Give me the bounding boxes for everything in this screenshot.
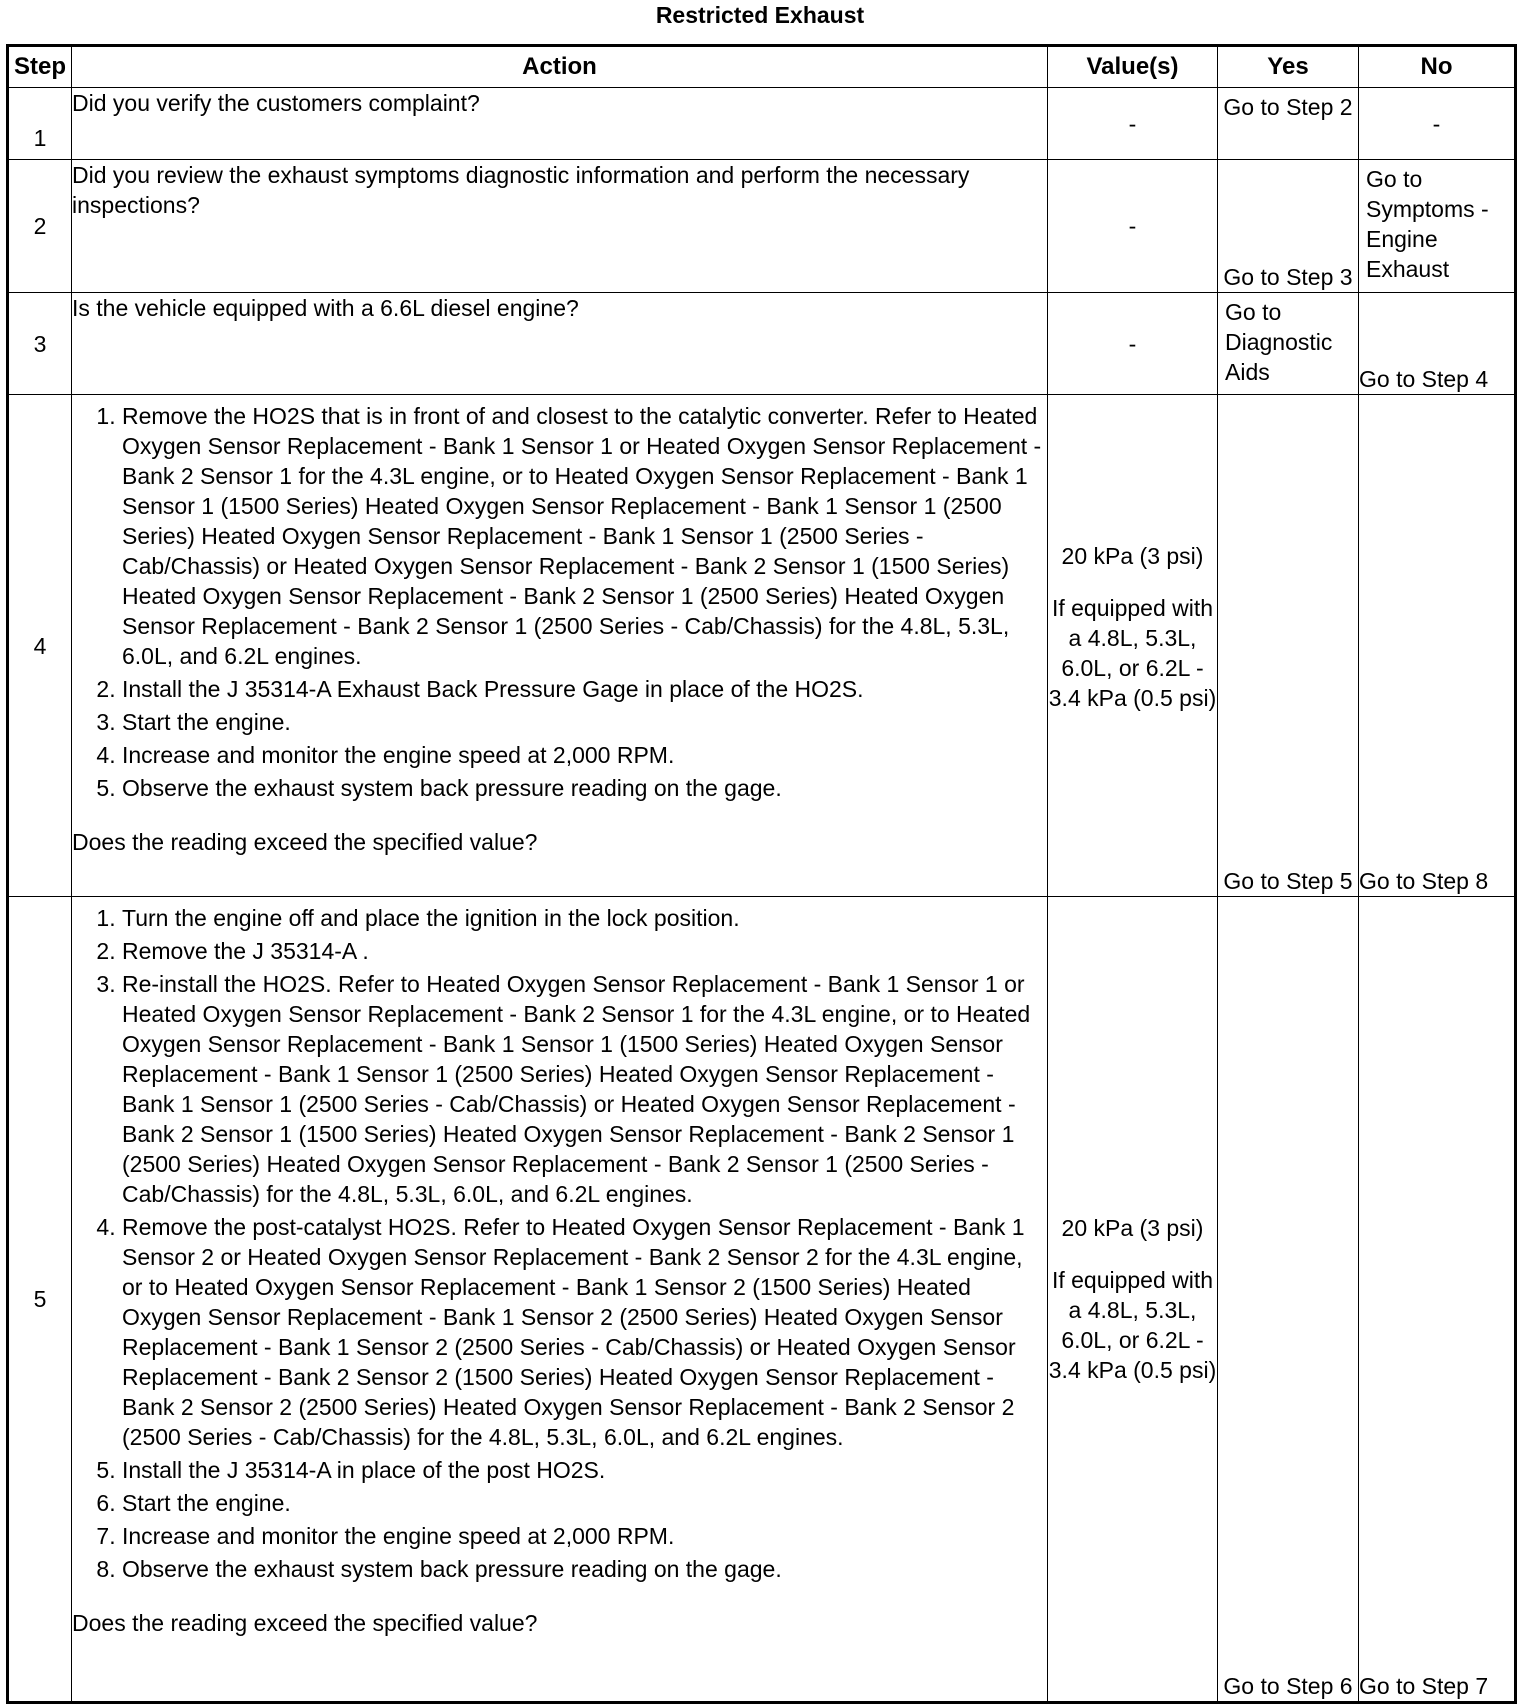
value-cell — [1048, 395, 1218, 897]
no-link: - — [1359, 88, 1516, 160]
value-cell: - — [1048, 88, 1218, 160]
no-link[interactable]: Go to Symptoms - Engine Exhaust — [1359, 160, 1516, 293]
list-item: 4. Increase and monitor the engine speed at 2,000 RPM. — [122, 740, 1047, 770]
table-row — [8, 293, 1516, 395]
step-number: 2 — [8, 160, 72, 293]
list-item: 5. Install the J 35314-A in place of the post HO2S. — [122, 1455, 1047, 1485]
header-yes: Yes — [1218, 46, 1359, 88]
table-row — [8, 88, 1516, 160]
header-action: Action — [72, 46, 1048, 88]
value-cell: - — [1048, 160, 1218, 293]
value-sub: If equipped with a 4.8L, 5.3L, 6.0L, or 6.2L - 3.4 kPa (0.5 psi) — [1048, 595, 1217, 711]
list-item: 4. Remove the post-catalyst HO2S. Refer to Heated Oxygen Sensor Replacement - Bank 1 Sensor 2 or Heated Oxygen Sensor Replacement - Bank 2 Sensor 2 for the 4.3L engine, or to Heated Oxygen Sensor Replacement - Bank 1 Sensor 2 (1500 Series) Heated Oxygen Sensor Replacement - Bank 1 Sensor 2 (2500 Series) Heated Oxygen Sensor Replacement - Bank 1 Sensor 2 (2500 Series - Cab/Chassis) or Heated Oxygen Sensor Replacement - Bank 2 Sensor 2 (1500 Series) Heated Oxygen Sensor Replacement - Bank 2 Sensor 2 (2500 Series) Heated Oxygen Sensor Replacement - Bank 2 Sensor 2 (2500 Series - Cab/Chassis) for the 4.8L, 5.3L, 6.0L, and 6.2L engines. — [122, 1212, 1047, 1452]
value-main: 20 kPa (3 psi) — [1061, 543, 1204, 569]
header-step: Step — [8, 46, 72, 88]
value-main: 20 kPa (3 psi) — [1061, 1215, 1204, 1241]
list-item: 2. Install the J 35314-A Exhaust Back Pressure Gage in place of the HO2S. — [122, 674, 1047, 704]
list-item: 1. Remove the HO2S that is in front of and closest to the catalytic converter. Refer to Heated Oxygen Sensor Replacement - Bank 1 Sensor 1 or Heated Oxygen Sensor Replacement - Bank 2 Sensor 1 for the 4.3L engine, or to Heated Oxygen Sensor Replacement - Bank 1 Sensor 1 (1500 Series) Heated Oxygen Sensor Replacement - Bank 1 Sensor 1 (2500 Series) Heated Oxygen Sensor Replacement - Bank 1 Sensor 1 (2500 Series - Cab/Chassis) or Heated Oxygen Sensor Replacement - Bank 2 Sensor 1 (1500 Series) Heated Oxygen Sensor Replacement - Bank 2 Sensor 1 (2500 Series) Heated Oxygen Sensor Replacement - Bank 2 Sensor 1 (2500 Series - Cab/Chassis) for the 4.8L, 5.3L, 6.0L, and 6.2L engines. — [122, 401, 1047, 671]
list-item: 2. Remove the J 35314-A . — [122, 936, 1047, 966]
action-steps — [72, 897, 1048, 1703]
procedure-list — [72, 401, 1047, 803]
yes-link[interactable]: Go to Step 3 — [1218, 160, 1359, 293]
yes-link[interactable]: Go to Step 5 — [1218, 395, 1359, 897]
value-cell — [1048, 897, 1218, 1703]
action-text: Is the vehicle equipped with a 6.6L diesel engine? — [72, 293, 1048, 395]
question-text: Does the reading exceed the specified value? — [72, 1610, 538, 1636]
no-link[interactable]: Go to Step 4 — [1359, 293, 1516, 395]
yes-link[interactable]: Go to Step 2 — [1218, 88, 1359, 160]
yes-link[interactable]: Go to Diagnostic Aids — [1218, 293, 1359, 395]
action-text: Did you verify the customers complaint? — [72, 88, 1048, 160]
header-no: No — [1359, 46, 1516, 88]
step-number: 1 — [8, 88, 72, 160]
step-number: 4 — [8, 395, 72, 897]
diagnostic-table — [6, 44, 1517, 1704]
list-item: 7. Increase and monitor the engine speed at 2,000 RPM. — [122, 1521, 1047, 1551]
no-link[interactable]: Go to Step 7 — [1359, 897, 1516, 1703]
value-cell: - — [1048, 293, 1218, 395]
step-number: 3 — [8, 293, 72, 395]
step-number: 5 — [8, 897, 72, 1703]
list-item: 3. Re-install the HO2S. Refer to Heated Oxygen Sensor Replacement - Bank 1 Sensor 1 or Heated Oxygen Sensor Replacement - Bank 2 Sensor 1 for the 4.3L engine, or to Heated Oxygen Sensor Replacement - Bank 1 Sensor 1 (1500 Series) Heated Oxygen Sensor Replacement - Bank 1 Sensor 1 (2500 Series) Heated Oxygen Sensor Replacement - Bank 1 Sensor 1 (2500 Series - Cab/Chassis) or Heated Oxygen Sensor Replacement - Bank 2 Sensor 1 (1500 Series) Heated Oxygen Sensor Replacement - Bank 2 Sensor 1 (2500 Series) Heated Oxygen Sensor Replacement - Bank 2 Sensor 1 (2500 Series - Cab/Chassis) for the 4.8L, 5.3L, 6.0L, and 6.2L engines. — [122, 969, 1047, 1209]
yes-link[interactable]: Go to Step 6 — [1218, 897, 1359, 1703]
list-item: 6. Start the engine. — [122, 1488, 1047, 1518]
header-values: Value(s) — [1048, 46, 1218, 88]
no-link[interactable]: Go to Step 8 — [1359, 395, 1516, 897]
table-row — [8, 160, 1516, 293]
list-item: 1. Turn the engine off and place the ignition in the lock position. — [122, 903, 1047, 933]
page-title: Restricted Exhaust — [655, 2, 865, 28]
procedure-list — [72, 903, 1047, 1584]
table-header-row — [8, 46, 1516, 88]
list-item: 5. Observe the exhaust system back pressure reading on the gage. — [122, 773, 1047, 803]
list-item: 8. Observe the exhaust system back pressure reading on the gage. — [122, 1554, 1047, 1584]
table-row — [8, 897, 1516, 1703]
action-text: Did you review the exhaust symptoms diagnostic information and perform the necessary inspections? — [72, 160, 1048, 293]
table-row — [8, 395, 1516, 897]
list-item: 3. Start the engine. — [122, 707, 1047, 737]
question-text: Does the reading exceed the specified value? — [72, 829, 538, 855]
action-steps — [72, 395, 1048, 897]
value-sub: If equipped with a 4.8L, 5.3L, 6.0L, or 6.2L - 3.4 kPa (0.5 psi) — [1048, 1267, 1217, 1383]
